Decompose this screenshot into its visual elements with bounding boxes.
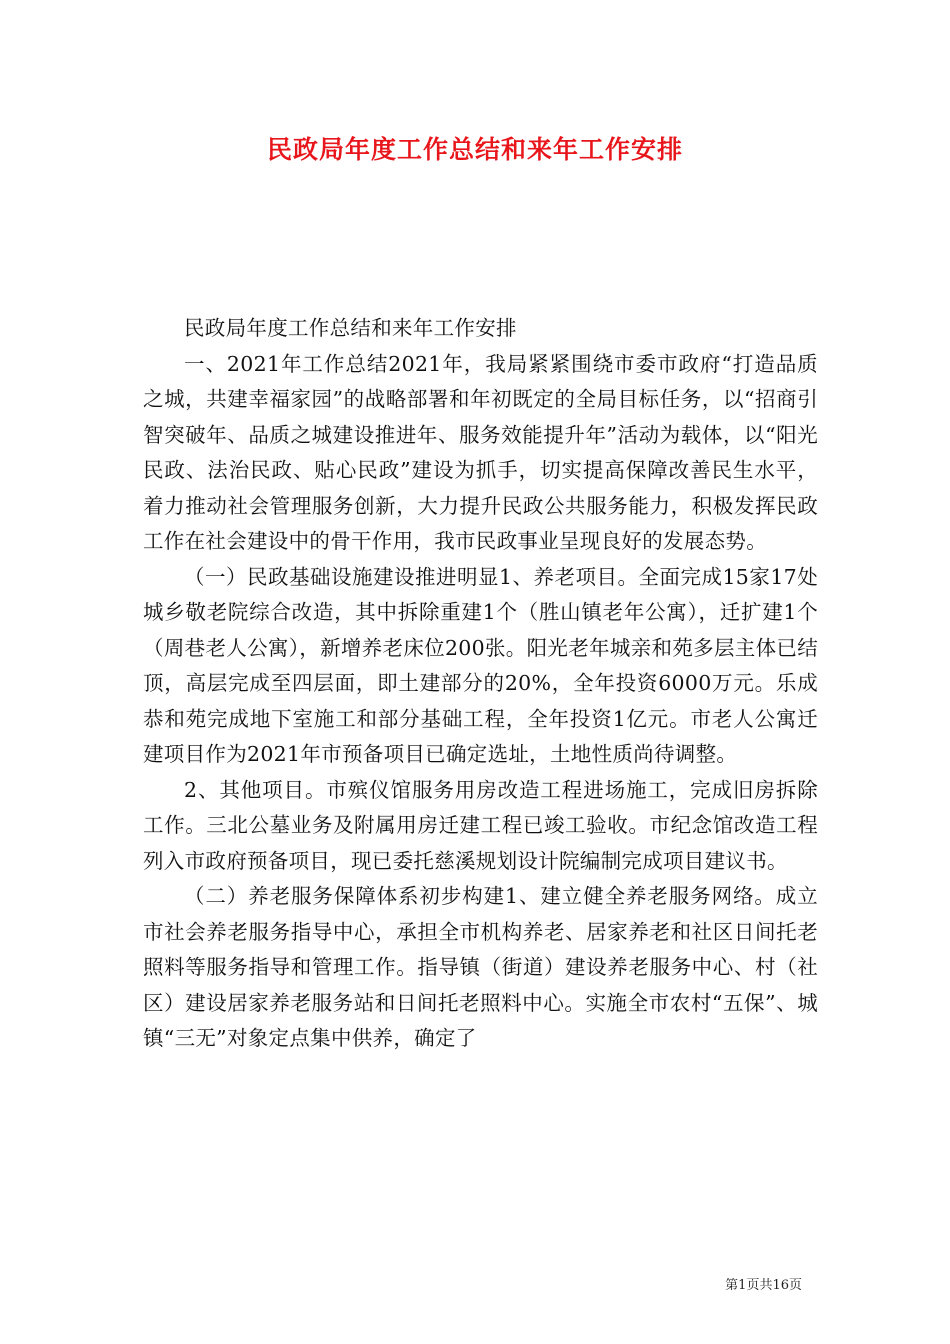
body-paragraph: 民政局年度工作总结和来年工作安排: [184, 316, 517, 340]
page-number-footer: 第1页共16页: [725, 1278, 802, 1293]
body-paragraph: 2、其他项目。市殡仪馆服务用房改造工程进场施工，完成旧房拆除工作。三北公墓业务及附属用房迁建工程已竣工验收。市纪念馆改造工程列入市政府预备项目，现已委托慈溪规划设计院编制完成项目建议书。: [143, 777, 818, 873]
document-title: 民政局年度工作总结和来年工作安排: [266, 135, 683, 164]
body-paragraph: （二）养老服务保障体系初步构建1、建立健全养老服务网络。成立市社会养老服务指导中心，承担全市机构养老、居家养老和社区日间托老照料等服务指导和管理工作。指导镇（街道）建设养老服务中心、村（社区）建设居家养老服务站和日间托老照料中心。实施全市农村“五保”、城镇“三无”对象定点集中供养，确定了: [143, 884, 818, 1050]
body-paragraph: 一、2021年工作总结2021年，我局紧紧围绕市委市政府“打造品质之城，共建幸福家园”的战略部署和年初既定的全局目标任务，以“招商引智突破年、品质之城建设推进年、服务效能提升年”活动为载体，以“阳光民政、法治民政、贴心民政”建设为抓手，切实提高保障改善民生水平，着力推动社会管理服务创新，大力提升民政公共服务能力，积极发挥民政工作在社会建设中的骨干作用，我市民政事业呈现良好的发展态势。: [143, 351, 818, 553]
document-body: [143, 311, 818, 1057]
body-paragraph: （一）民政基础设施建设推进明显1、养老项目。全面完成15家17处城乡敬老院综合改造，其中拆除重建1个（胜山镇老年公寓），迁扩建1个（周巷老人公寓），新增养老床位200张。阳光老年城亲和苑多层主体已结顶，高层完成至四层面，即土建部分的20%，全年投资6000万元。乐成恭和苑完成地下室施工和部分基础工程，全年投资1亿元。市老人公寓迁建项目作为2021年市预备项目已确定选址，土地性质尚待调整。: [143, 564, 818, 766]
